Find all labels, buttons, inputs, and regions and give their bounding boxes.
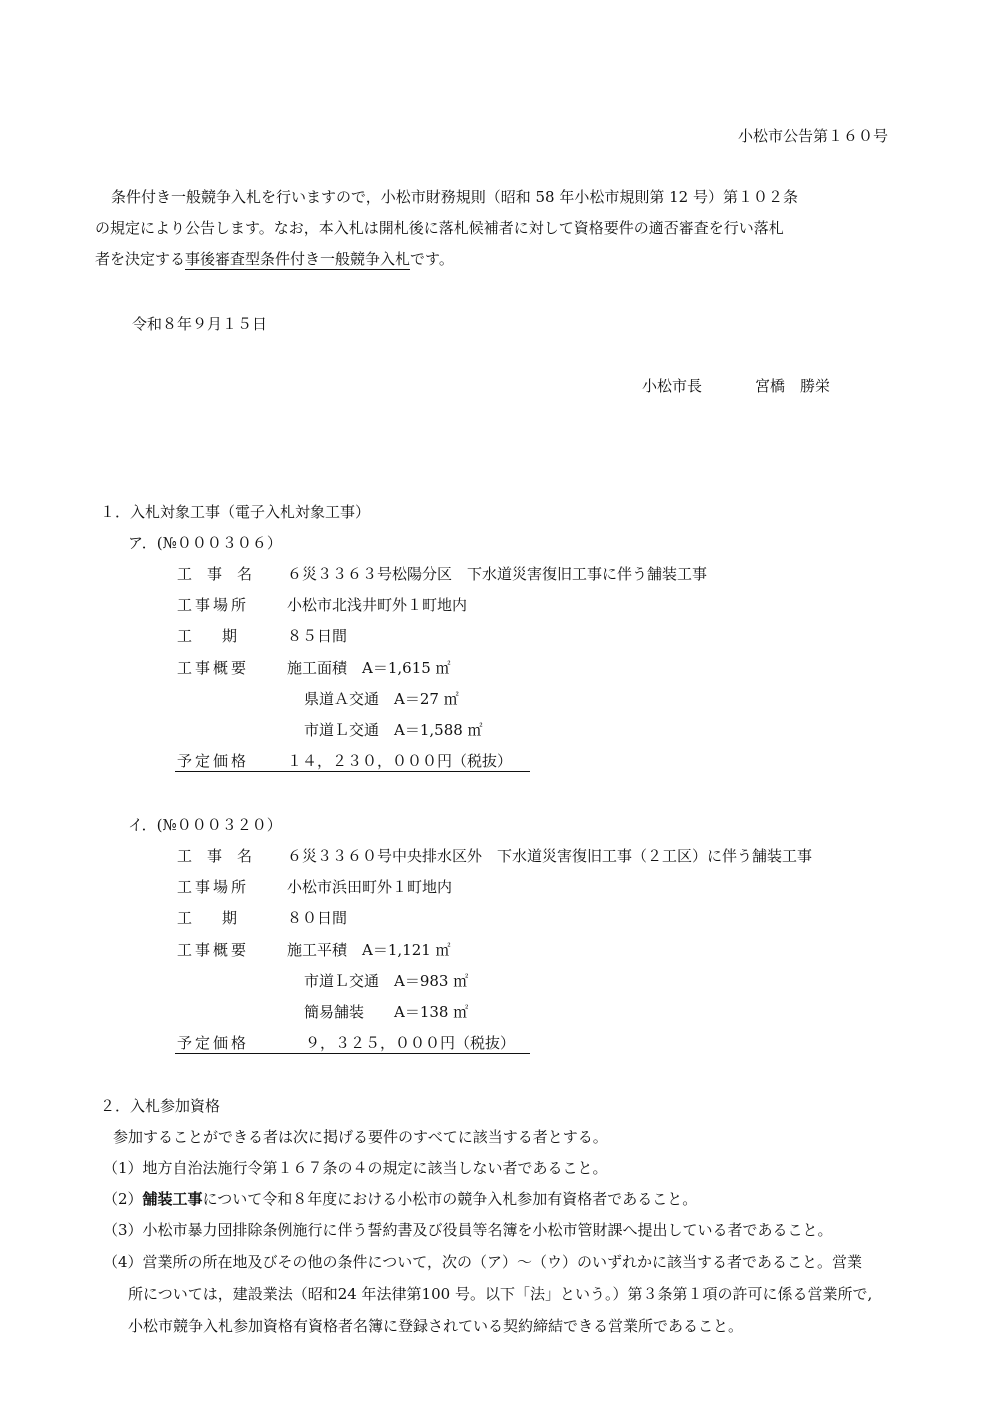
project-a-price: １４，２３０，０００円（税抜） bbox=[287, 752, 513, 770]
signature-title: 小松市長 bbox=[642, 377, 703, 395]
project-a-price-underline bbox=[175, 771, 530, 772]
project-a-period-label: 工 期 bbox=[177, 627, 238, 645]
project-i-site: 小松市浜田町外１町地内 bbox=[287, 878, 453, 896]
project-a-price-label: 予定価格 bbox=[177, 752, 250, 770]
project-a-period: ８５日間 bbox=[287, 627, 348, 645]
project-i-overview-1: 施工平積 A＝1,121 ㎡ bbox=[287, 941, 451, 959]
requirement-2-prefix: （2） bbox=[103, 1190, 143, 1208]
section-1-heading: １．入札対象工事（電子入札対象工事） bbox=[100, 503, 371, 521]
notice-number: 小松市公告第１６０号 bbox=[738, 127, 889, 145]
project-i-period-label: 工 期 bbox=[177, 909, 238, 927]
project-a-overview-1: 施工面積 A＝1,615 ㎡ bbox=[287, 659, 451, 677]
project-i-period: ８０日間 bbox=[287, 909, 348, 927]
requirement-3: （3）小松市暴力団排除条例施行に伴う誓約書及び役員等名簿を小松市管財課へ提出している者であること。 bbox=[103, 1221, 833, 1239]
intro-line-2: の規定により公告します。なお，本入札は開札後に落札候補者に対して資格要件の適否審査を行い落札 bbox=[95, 219, 784, 237]
intro-line-3-prefix: 者を決定する bbox=[95, 250, 186, 268]
requirement-4-line-2: 所については，建設業法（昭和24 年法律第100 号。以下「法」という。）第３条第１項の許可に係る営業所で, bbox=[128, 1285, 873, 1303]
project-i-name-label: 工 事 名 bbox=[177, 847, 253, 865]
requirement-1: （1）地方自治法施行令第１６７条の４の規定に該当しない者であること。 bbox=[103, 1159, 608, 1177]
section-2-intro: 参加することができる者は次に掲げる要件のすべてに該当する者とする。 bbox=[113, 1128, 608, 1146]
project-i-name: ６災３３６０号中央排水区外 下水道災害復旧工事（２工区）に伴う舗装工事 bbox=[287, 847, 813, 865]
requirement-4-line-1: （4）営業所の所在地及びその他の条件について，次の（ア）～（ウ）のいずれかに該当する者であること。営業 bbox=[103, 1253, 862, 1271]
project-a-heading: ア．(№０００３０６） bbox=[128, 534, 282, 552]
intro-line-1: 条件付き一般競争入札を行いますので，小松市財務規則（昭和 58 年小松市規則第 12 号）第１０２条 bbox=[111, 188, 798, 206]
intro-underlined-term: 事後審査型条件付き一般競争入札 bbox=[185, 250, 411, 268]
project-a-site: 小松市北浅井町外１町地内 bbox=[287, 596, 468, 614]
requirement-2-bold-term: 舗装工事 bbox=[142, 1190, 203, 1208]
project-a-name: ６災３３６３号松陽分区 下水道災害復旧工事に伴う舗装工事 bbox=[287, 565, 708, 583]
notice-date: 令和８年９月１５日 bbox=[132, 315, 268, 333]
project-a-overview-label: 工事概要 bbox=[177, 659, 250, 677]
project-a-site-label: 工事場所 bbox=[177, 596, 250, 614]
project-a-overview-3: 市道Ｌ交通 A＝1,588 ㎡ bbox=[304, 721, 483, 739]
project-a-overview-2: 県道Ａ交通 A＝27 ㎡ bbox=[304, 690, 459, 708]
project-i-price-underline bbox=[175, 1053, 530, 1054]
project-i-overview-2: 市道Ｌ交通 A＝983 ㎡ bbox=[304, 972, 469, 990]
project-i-price: ９，３２５，０００円（税抜） bbox=[305, 1034, 516, 1052]
requirement-2 bbox=[103, 1189, 697, 1209]
project-i-price-label: 予定価格 bbox=[177, 1034, 250, 1052]
project-i-heading: イ．(№０００３２０） bbox=[128, 816, 282, 834]
signature-name: 宮橋 勝栄 bbox=[755, 377, 831, 395]
requirement-2-suffix: について令和８年度における小松市の競争入札参加有資格者であること。 bbox=[202, 1190, 698, 1208]
intro-line-3 bbox=[95, 249, 454, 269]
project-i-site-label: 工事場所 bbox=[177, 878, 250, 896]
section-2-heading: ２．入札参加資格 bbox=[100, 1097, 221, 1115]
project-i-overview-label: 工事概要 bbox=[177, 941, 250, 959]
project-a-name-label: 工 事 名 bbox=[177, 565, 253, 583]
project-i-overview-3: 簡易舗装 A＝138 ㎡ bbox=[304, 1003, 469, 1021]
intro-line-3-suffix: です。 bbox=[410, 250, 454, 268]
requirement-4-line-3: 小松市競争入札参加資格有資格者名簿に登録されている契約締結できる営業所であること。 bbox=[128, 1317, 744, 1335]
